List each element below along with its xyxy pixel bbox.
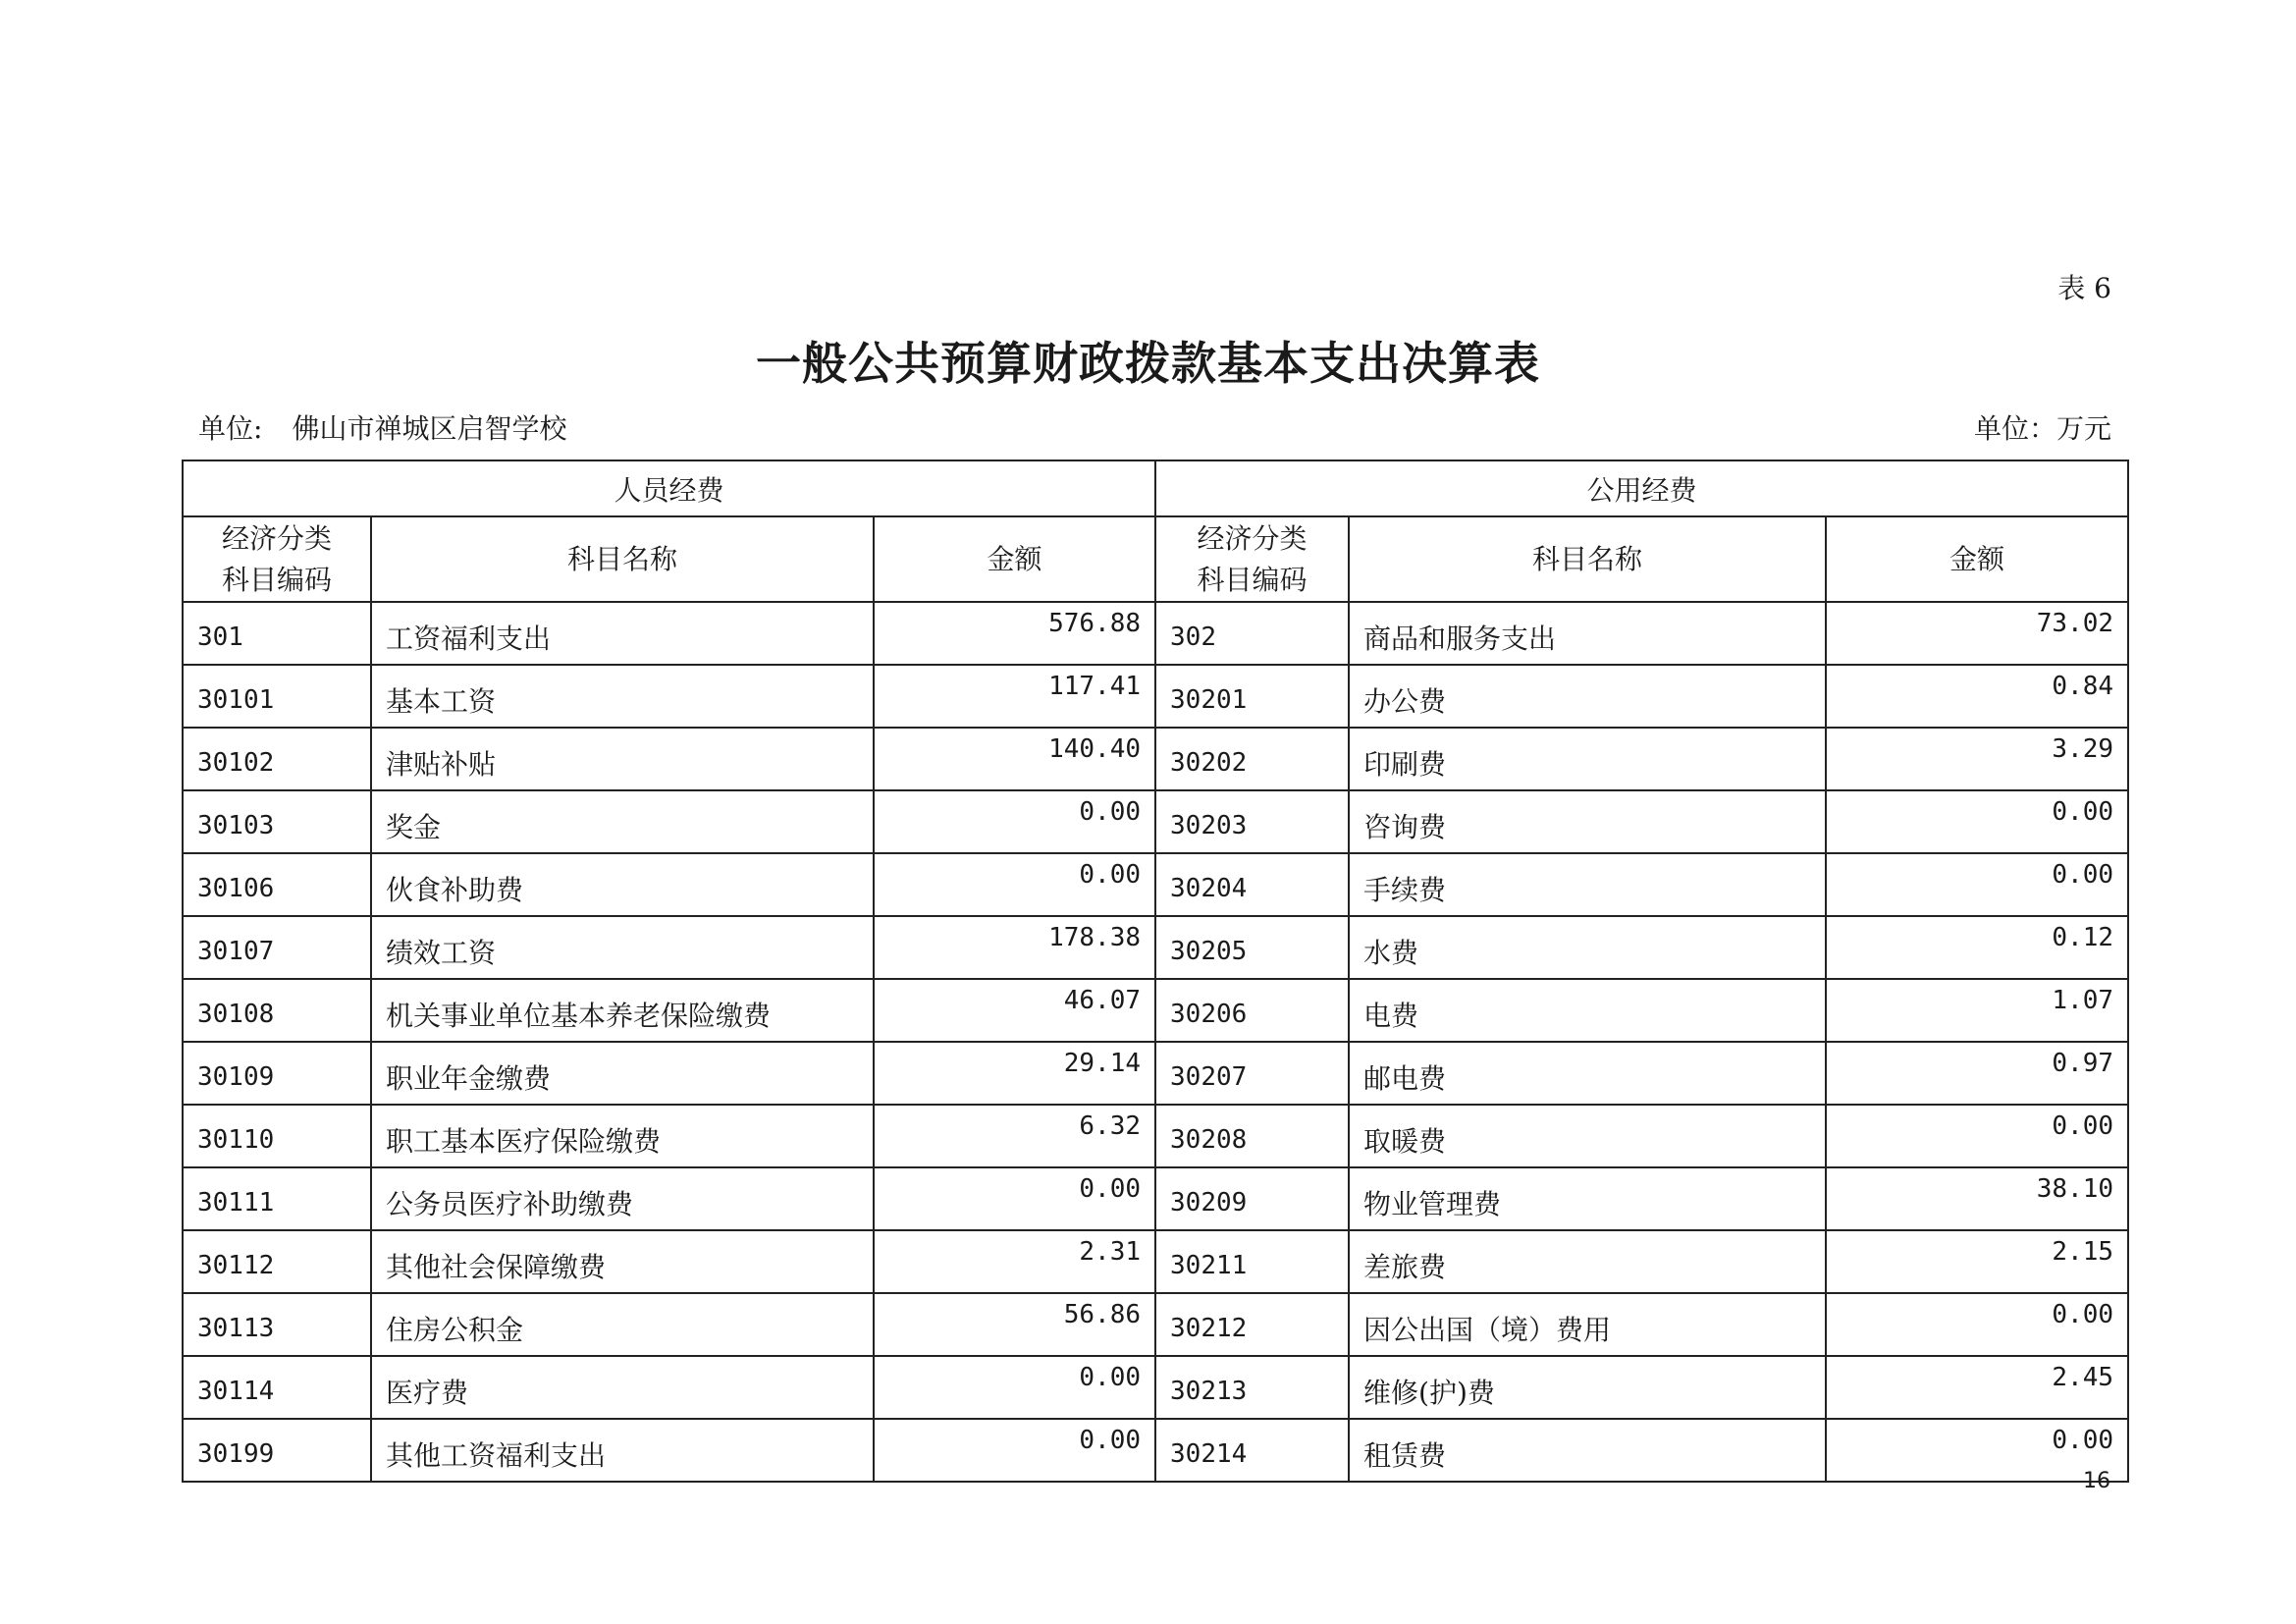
public-amount-cell	[1826, 665, 2128, 728]
code-header-line2: 科目编码	[1197, 563, 1308, 596]
public-code-cell-text: 30213	[1170, 1377, 1248, 1406]
public-name-cell	[1349, 1293, 1826, 1356]
table-row	[183, 1293, 2128, 1356]
public-amount-cell-text: 0.12	[2052, 923, 2114, 952]
public-code-cell	[1155, 1167, 1349, 1230]
public-code-cell-text: 30211	[1170, 1251, 1248, 1280]
personnel-name-cell	[371, 1167, 874, 1230]
personnel-name-cell-text: 职工基本医疗保险缴费	[386, 1125, 662, 1158]
column-header-row	[183, 516, 2128, 602]
public-code-cell	[1155, 916, 1349, 979]
public-code-cell-text: 30202	[1170, 748, 1248, 778]
personnel-amount-cell	[874, 853, 1155, 916]
public-name-cell-text: 维修(护)费	[1363, 1377, 1495, 1409]
personnel-amount-cell-text: 0.00	[1079, 1174, 1142, 1204]
public-code-cell-text: 30203	[1170, 811, 1248, 840]
table-row	[183, 1419, 2128, 1482]
public-code-cell	[1155, 602, 1349, 665]
personnel-name-cell	[371, 1293, 874, 1356]
personnel-code-cell-text: 30102	[197, 748, 275, 778]
personnel-amount-cell	[874, 1230, 1155, 1293]
personnel-amount-cell	[874, 1419, 1155, 1482]
personnel-code-cell-text: 30109	[197, 1062, 275, 1092]
personnel-name-cell	[371, 1042, 874, 1105]
personnel-name-cell	[371, 1105, 874, 1167]
public-amount-cell-text: 2.15	[2052, 1237, 2114, 1267]
personnel-amount-cell	[874, 1042, 1155, 1105]
personnel-name-cell-text: 津贴补贴	[386, 748, 497, 781]
public-name-cell	[1349, 1419, 1826, 1482]
personnel-amount-cell	[874, 1356, 1155, 1419]
personnel-amount-cell-text: 29.14	[1063, 1049, 1142, 1078]
public-name-cell-text: 水费	[1363, 937, 1419, 969]
public-name-cell	[1349, 1042, 1826, 1105]
personnel-name-cell-text: 机关事业单位基本养老保险缴费	[386, 1000, 772, 1032]
public-amount-cell-text: 0.00	[2052, 1426, 2114, 1455]
personnel-name-cell-text: 公务员医疗补助缴费	[386, 1188, 634, 1220]
public-name-cell-text: 差旅费	[1363, 1251, 1447, 1283]
personnel-code-header	[183, 516, 371, 602]
public-name-header: 科目名称	[1349, 516, 1826, 602]
table-row	[183, 1356, 2128, 1419]
group-header-row	[183, 460, 2128, 516]
personnel-code-cell-text: 30108	[197, 1000, 275, 1029]
personnel-code-cell	[183, 790, 371, 853]
table-row	[183, 916, 2128, 979]
personnel-amount-cell-text: 46.07	[1063, 986, 1142, 1015]
personnel-code-cell	[183, 979, 371, 1042]
personnel-name-cell	[371, 1230, 874, 1293]
personnel-amount-cell	[874, 1167, 1155, 1230]
public-name-cell-text: 办公费	[1363, 685, 1447, 718]
personnel-amount-cell	[874, 728, 1155, 790]
personnel-code-cell	[183, 853, 371, 916]
public-code-cell-text: 30206	[1170, 1000, 1248, 1029]
personnel-code-cell-text: 301	[197, 623, 243, 652]
personnel-amount-cell-text: 117.41	[1048, 672, 1142, 701]
public-code-cell	[1155, 665, 1349, 728]
personnel-name-cell-text: 其他工资福利支出	[386, 1439, 607, 1472]
public-amount-cell	[1826, 1042, 2128, 1105]
personnel-name-cell	[371, 790, 874, 853]
personnel-code-cell-text: 30199	[197, 1439, 275, 1469]
personnel-amount-cell	[874, 665, 1155, 728]
table-row	[183, 602, 2128, 665]
public-name-cell	[1349, 1356, 1826, 1419]
public-code-cell	[1155, 979, 1349, 1042]
personnel-name-cell	[371, 602, 874, 665]
public-name-cell	[1349, 602, 1826, 665]
personnel-name-cell	[371, 1356, 874, 1419]
public-name-cell-text: 取暖费	[1363, 1125, 1447, 1158]
personnel-name-cell	[371, 728, 874, 790]
public-code-cell-text: 30214	[1170, 1439, 1248, 1469]
personnel-code-cell	[183, 728, 371, 790]
public-name-cell-text: 电费	[1363, 1000, 1419, 1032]
public-amount-cell-text: 2.45	[2052, 1363, 2114, 1392]
personnel-code-cell-text: 30101	[197, 685, 275, 715]
unit-organization-label: 单位:	[198, 412, 263, 445]
public-amount-cell	[1826, 1105, 2128, 1167]
public-code-cell	[1155, 1356, 1349, 1419]
personnel-amount-cell-text: 576.88	[1048, 609, 1142, 638]
public-name-cell-text: 物业管理费	[1363, 1188, 1502, 1220]
personnel-amount-cell-text: 140.40	[1048, 734, 1142, 764]
public-amount-cell-text: 1.07	[2052, 986, 2114, 1015]
unit-organization-value: 佛山市禅城区启智学校	[292, 412, 567, 445]
public-code-cell	[1155, 1230, 1349, 1293]
table-row	[183, 1167, 2128, 1230]
public-name-cell-text: 咨询费	[1363, 811, 1447, 843]
personnel-code-cell	[183, 1230, 371, 1293]
public-code-cell-text: 30208	[1170, 1125, 1248, 1155]
table-row	[183, 1230, 2128, 1293]
table-row	[183, 1105, 2128, 1167]
personnel-name-cell	[371, 1419, 874, 1482]
personnel-code-cell-text: 30112	[197, 1251, 275, 1280]
personnel-name-cell	[371, 853, 874, 916]
public-amount-cell-text: 0.00	[2052, 797, 2114, 827]
personnel-name-cell-text: 其他社会保障缴费	[386, 1251, 607, 1283]
personnel-code-cell-text: 30106	[197, 874, 275, 903]
public-code-cell-text: 30205	[1170, 937, 1248, 966]
personnel-header: 人员经费	[183, 460, 1155, 516]
public-amount-cell-text: 0.00	[2052, 1300, 2114, 1329]
personnel-code-cell	[183, 1356, 371, 1419]
personnel-code-cell	[183, 1042, 371, 1105]
personnel-code-cell-text: 30103	[197, 811, 275, 840]
personnel-amount-cell-text: 178.38	[1048, 923, 1142, 952]
public-name-cell-text: 租赁费	[1363, 1439, 1447, 1472]
personnel-amount-cell-text: 2.31	[1079, 1237, 1142, 1267]
code-header-line2: 科目编码	[221, 563, 332, 596]
personnel-code-cell-text: 30114	[197, 1377, 275, 1406]
public-code-cell-text: 30209	[1170, 1188, 1248, 1218]
personnel-code-cell	[183, 1105, 371, 1167]
table-row	[183, 728, 2128, 790]
personnel-code-cell-text: 30107	[197, 937, 275, 966]
personnel-name-cell-text: 住房公积金	[386, 1314, 524, 1346]
personnel-amount-cell-text: 0.00	[1079, 860, 1142, 890]
code-header-line1: 经济分类	[221, 521, 332, 555]
public-amount-cell-text: 73.02	[2036, 609, 2114, 638]
public-code-cell	[1155, 790, 1349, 853]
personnel-name-cell-text: 工资福利支出	[386, 623, 552, 655]
personnel-amount-cell-text: 0.00	[1079, 1426, 1142, 1455]
public-amount-cell-text: 38.10	[2036, 1174, 2114, 1204]
public-code-cell-text: 30204	[1170, 874, 1248, 903]
personnel-name-header: 科目名称	[371, 516, 874, 602]
personnel-name-cell-text: 医疗费	[386, 1377, 469, 1409]
public-code-cell	[1155, 728, 1349, 790]
public-code-cell	[1155, 1042, 1349, 1105]
public-code-cell	[1155, 1105, 1349, 1167]
personnel-amount-cell	[874, 979, 1155, 1042]
personnel-amount-cell-text: 0.00	[1079, 797, 1142, 827]
public-name-cell	[1349, 1167, 1826, 1230]
table-row	[183, 790, 2128, 853]
public-code-cell-text: 30212	[1170, 1314, 1248, 1343]
public-amount-cell-text: 3.29	[2052, 734, 2114, 764]
table-row	[183, 1042, 2128, 1105]
public-amount-header: 金额	[1826, 516, 2128, 602]
public-name-cell-text: 因公出国（境）费用	[1363, 1314, 1612, 1346]
personnel-amount-cell-text: 56.86	[1063, 1300, 1142, 1329]
table-row	[183, 853, 2128, 916]
public-amount-cell-text: 0.00	[2052, 1111, 2114, 1141]
budget-table	[182, 460, 2129, 1483]
unit-organization	[198, 407, 566, 447]
personnel-code-cell	[183, 1419, 371, 1482]
public-name-cell	[1349, 1105, 1826, 1167]
personnel-code-cell	[183, 602, 371, 665]
personnel-name-cell	[371, 916, 874, 979]
personnel-amount-cell	[874, 1293, 1155, 1356]
public-code-cell-text: 30207	[1170, 1062, 1248, 1092]
public-amount-cell	[1826, 790, 2128, 853]
public-code-cell	[1155, 1293, 1349, 1356]
personnel-code-cell	[183, 1293, 371, 1356]
table-row	[183, 979, 2128, 1042]
personnel-code-cell	[183, 916, 371, 979]
personnel-amount-cell	[874, 916, 1155, 979]
public-code-cell-text: 302	[1170, 623, 1216, 652]
public-amount-cell	[1826, 602, 2128, 665]
personnel-name-cell	[371, 979, 874, 1042]
public-name-cell-text: 邮电费	[1363, 1062, 1447, 1095]
public-amount-cell	[1826, 728, 2128, 790]
code-header-line1: 经济分类	[1197, 521, 1308, 555]
public-amount-cell	[1826, 916, 2128, 979]
personnel-amount-cell	[874, 602, 1155, 665]
personnel-name-cell-text: 基本工资	[386, 685, 497, 718]
personnel-code-cell	[183, 665, 371, 728]
public-name-cell	[1349, 728, 1826, 790]
public-code-cell	[1155, 853, 1349, 916]
public-amount-cell	[1826, 1230, 2128, 1293]
public-amount-cell-text: 0.97	[2052, 1049, 2114, 1078]
personnel-amount-cell-text: 0.00	[1079, 1363, 1142, 1392]
public-name-cell-text: 印刷费	[1363, 748, 1447, 781]
personnel-code-cell-text: 30113	[197, 1314, 275, 1343]
unit-currency: 单位：万元	[1973, 412, 2111, 445]
public-amount-cell	[1826, 1293, 2128, 1356]
public-code-cell-text: 30201	[1170, 685, 1248, 715]
public-amount-cell	[1826, 1356, 2128, 1419]
personnel-code-cell	[183, 1167, 371, 1230]
public-code-header	[1155, 516, 1349, 602]
personnel-amount-header: 金额	[874, 516, 1155, 602]
public-name-cell-text: 手续费	[1363, 874, 1447, 906]
public-amount-cell-text: 0.00	[2052, 860, 2114, 890]
personnel-name-cell	[371, 665, 874, 728]
personnel-name-cell-text: 奖金	[386, 811, 442, 843]
public-name-cell	[1349, 916, 1826, 979]
public-amount-cell	[1826, 1167, 2128, 1230]
public-amount-cell	[1826, 853, 2128, 916]
public-header: 公用经费	[1155, 460, 2128, 516]
page-number: 16	[2083, 1469, 2110, 1493]
personnel-code-cell-text: 30110	[197, 1125, 275, 1155]
public-code-cell	[1155, 1419, 1349, 1482]
public-name-cell	[1349, 790, 1826, 853]
personnel-amount-cell	[874, 1105, 1155, 1167]
public-name-cell	[1349, 979, 1826, 1042]
personnel-name-cell-text: 职业年金缴费	[386, 1062, 552, 1095]
public-amount-cell	[1826, 979, 2128, 1042]
personnel-amount-cell-text: 6.32	[1079, 1111, 1142, 1141]
public-amount-cell-text: 0.84	[2052, 672, 2114, 701]
table-row	[183, 665, 2128, 728]
public-name-cell	[1349, 853, 1826, 916]
personnel-amount-cell	[874, 790, 1155, 853]
personnel-name-cell-text: 伙食补助费	[386, 874, 524, 906]
table-number: 表 6	[2057, 272, 2111, 304]
personnel-name-cell-text: 绩效工资	[386, 937, 497, 969]
page-title: 一般公共预算财政拨款基本支出决算表	[756, 337, 1540, 390]
public-name-cell	[1349, 665, 1826, 728]
public-name-cell-text: 商品和服务支出	[1363, 623, 1557, 655]
personnel-code-cell-text: 30111	[197, 1188, 275, 1218]
public-name-cell	[1349, 1230, 1826, 1293]
